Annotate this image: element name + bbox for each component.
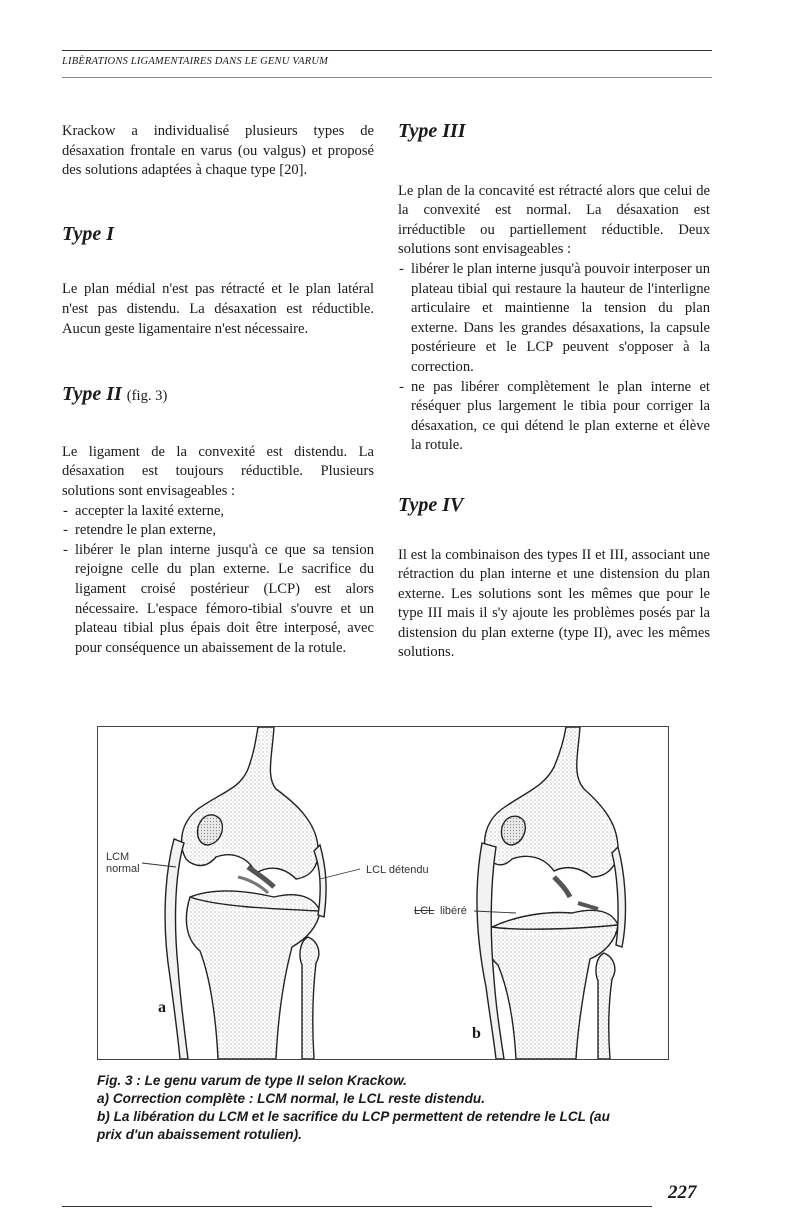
list-item: - accepter la laxité externe, xyxy=(62,502,374,522)
type3-heading: Type III xyxy=(398,120,466,142)
page-number: 227 xyxy=(668,1182,697,1203)
intro-paragraph: Krackow a individualisé plusieurs types de désaxation frontale en varus (ou valgus) et proposé des solutions adaptées à chaque type [20]. xyxy=(62,123,374,179)
running-title: LIBÈRATIONS LIGAMENTAIRES DANS LE GENU VARUM xyxy=(62,56,329,67)
footer-rule xyxy=(62,1206,652,1207)
type4-heading: Type IV xyxy=(398,493,464,516)
panel-letter-a: a xyxy=(158,999,166,1016)
list-item: - retendre le plan externe, xyxy=(62,521,374,541)
type4-paragraph: Il est la combinaison des types II et III, associant une rétraction du plan interne et une distension du plan externe. Les solutions sont les mêmes que pour le type III mais il s'y ajoute les problèmes posés par la distension du plan externe (type II), avec les mêmes solutions. xyxy=(398,546,710,661)
label-lcm: LCM xyxy=(106,851,130,863)
label-libere: libéré xyxy=(440,905,467,917)
header-rule-bottom xyxy=(62,77,712,78)
right-column xyxy=(398,122,710,663)
type1-heading: Type I xyxy=(62,222,115,245)
label-lcl-detendu: LCL détendu xyxy=(366,864,429,876)
caption-line: a) Correction complète : LCM normal, le LCL reste distendu. xyxy=(97,1091,485,1106)
type3-paragraph: Le plan de la concavité est rétracté alors que celui de la convexité est normal. La désaxation est irréductible ou partiellement réductible. Deux solutions sont envisageables : xyxy=(398,182,710,258)
top-scan-artifact xyxy=(250,8,740,14)
type3-list xyxy=(398,260,710,456)
knee-drawing xyxy=(98,727,668,1059)
figure-caption xyxy=(97,1072,697,1144)
label-lcm-normal: normal xyxy=(106,863,140,875)
type2-list xyxy=(62,502,374,659)
list-item: - libérer le plan interne jusqu'à pouvoir interposer un plateau tibial qui restaure la hauteur de l'interligne articulaire et maintienne la tension du plan externe. Dans les grandes désaxations, la capsule postérieure et le LCP peuvent s'opposer à la correction. xyxy=(398,260,710,378)
type2-title: Type II xyxy=(62,383,122,406)
panel-b-knee xyxy=(477,727,625,1059)
figure-knee-illustration xyxy=(97,726,669,1060)
label-lcl-struck: LCL xyxy=(414,905,435,917)
list-item: - libérer le plan interne jusqu'à ce que sa tension rejoigne celle du plan externe. Le sacrifice du ligament croisé postérieur (LCP) est alors nécessaire. L'espace fémoro-tibial s'ouvre et un plateau tibial plus épais doit être interposé, avec pour conséquence un abaissement de la rotule. xyxy=(62,541,374,659)
type2-figure-reference: (fig. 3) xyxy=(126,388,168,405)
type2-paragraph: Le ligament de la convexité est distendu. La désaxation est toujours réductible. Plusieurs solutions sont envisageables : xyxy=(62,443,374,499)
type1-paragraph: Le plan médial n'est pas rétracté et le plan latéral n'est pas distendu. La désaxation est réductible. Aucun geste ligamentaire n'est nécessaire. xyxy=(62,281,374,337)
panel-a-knee xyxy=(165,727,326,1059)
list-item: - ne pas libérer complètement le plan interne et réséquer plus largement le tibia pour corriger la désaxation, ce qui détend le plan externe et élève la rotule. xyxy=(398,378,710,456)
type2-heading xyxy=(62,385,374,407)
caption-line: b) La libération du LCM et le sacrifice du LCP permettent de retendre le LCL (au xyxy=(97,1109,610,1124)
caption-line: Fig. 3 : Le genu varum de type II selon Krackow. xyxy=(97,1073,407,1088)
panel-letter-b: b xyxy=(472,1025,481,1042)
left-column xyxy=(62,122,374,658)
caption-line: prix d'un abaissement rotulien). xyxy=(97,1127,302,1142)
header-rule-top xyxy=(62,50,712,51)
